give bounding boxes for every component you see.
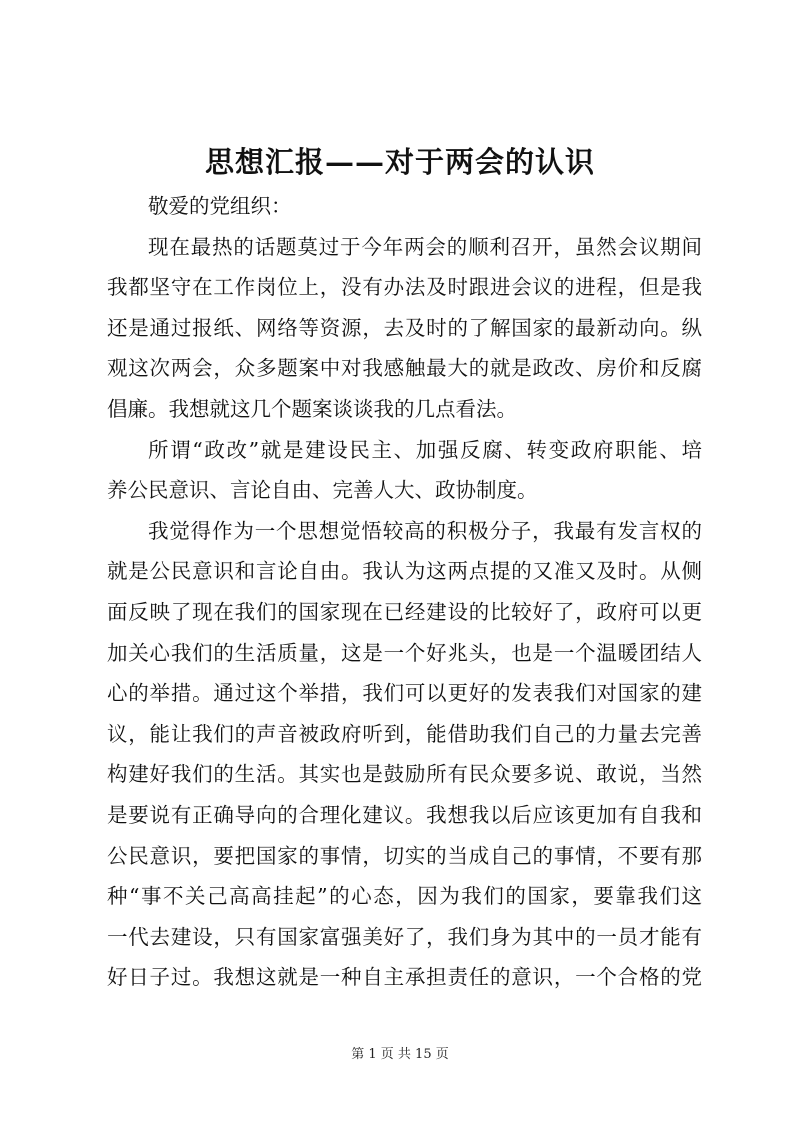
salutation: 敬爱的党组织： — [148, 194, 292, 218]
paragraph-line: 加关心我们的生活质量，这是一个好兆头，也是一个温暖团结人 — [107, 640, 702, 665]
paragraph-line: 面反映了现在我们的国家现在已经建设的比较好了，政府可以更 — [107, 599, 702, 624]
paragraph-line: 就是公民意识和言论自由。我认为这两点提的又准又及时。从侧 — [107, 559, 702, 584]
page-number-footer: 第 1 页 共 15 页 — [351, 1047, 449, 1062]
paragraph-line: 我觉得作为一个思想觉悟较高的积极分子，我最有发言权的 — [148, 518, 702, 543]
paragraph-line: 倡廉。我想就这几个题案谈谈我的几点看法。 — [107, 396, 517, 421]
paragraph-line: 好日子过。我想这就是一种自主承担责任的意识，一个合格的党 — [107, 965, 702, 990]
paragraph-line: 一代去建设，只有国家富强美好了，我们身为其中的一员才能有 — [107, 924, 702, 949]
document-body — [107, 186, 702, 998]
paragraph-line: 养公民意识、言论自由、完善人大、政协制度。 — [107, 478, 538, 503]
paragraph-line: 构建好我们的生活。其实也是鼓励所有民众要多说、敢说，当然 — [107, 762, 702, 787]
paragraph-line: 议，能让我们的声音被政府听到，能借助我们自己的力量去完善 — [107, 721, 702, 746]
paragraph-line: 是要说有正确导向的合理化建议。我想我以后应该更加有自我和 — [107, 802, 702, 827]
document-title: 思想汇报——对于两会的认识 — [204, 145, 595, 179]
paragraph-line: 现在最热的话题莫过于今年两会的顺利召开，虽然会议期间 — [148, 234, 702, 259]
paragraph-line: 我都坚守在工作岗位上，没有办法及时跟进会议的进程，但是我 — [107, 275, 702, 300]
paragraph-line: 所谓“政改”就是建设民主、加强反腐、转变政府职能、培 — [148, 437, 702, 462]
paragraph-line: 公民意识，要把国家的事情，切实的当成自己的事情，不要有那 — [107, 843, 702, 868]
paragraph-line: 还是通过报纸、网络等资源，去及时的了解国家的最新动向。纵 — [107, 315, 702, 340]
paragraph-line: 心的举措。通过这个举措，我们可以更好的发表我们对国家的建 — [107, 681, 702, 706]
paragraph-line: 种“事不关己高高挂起”的心态，因为我们的国家，要靠我们这 — [107, 884, 702, 909]
paragraph-line: 观这次两会，众多题案中对我感触最大的就是政改、房价和反腐 — [107, 356, 702, 381]
